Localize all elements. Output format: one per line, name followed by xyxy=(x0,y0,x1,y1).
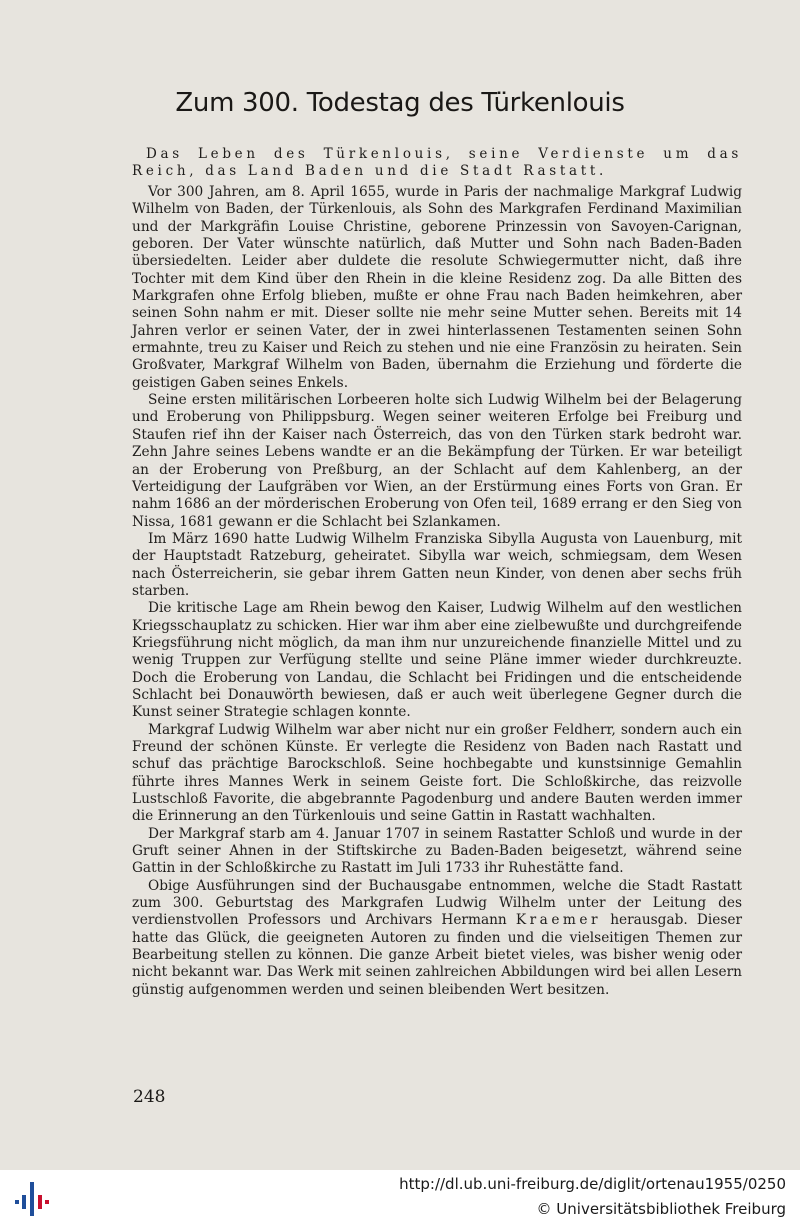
closing-paragraph xyxy=(132,878,742,999)
body-paragraph: Im März 1690 hatte Ludwig Wilhelm Franziska Sibylla Augusta von Lauenburg, mit der Hauptstadt Ratzeburg, geheiratet. Sibylla war weich, schmiegsam, dem Wesen nach Österreicherin, sie gebar ihrem Gatten neun Kinder, von denen aber sechs früh starben. xyxy=(132,530,742,599)
copyright-notice: © Universitätsbibliothek Freiburg xyxy=(536,1200,786,1218)
body-paragraph: Vor 300 Jahren, am 8. April 1655, wurde in Paris der nachmalige Markgraf Ludwig Wilhelm von Baden, der Türkenlouis, als Sohn des Markgrafen Ferdinand Maximilian und der Markgräfin Louise Christine, geborene Prinzessin von Savoyen-Carignan, geboren. Der Vater wünschte natürlich, daß Mutter und Sohn nach Baden-Baden übersiedelten. Leider aber duldete die resolute Schwiegermutter nicht, daß ihre Tochter mit dem Kind über den Rhein in die kleine Residenz zog. Da alle Bitten des Markgrafen ohne Erfolg blieben, mußte er ohne Frau nach Baden heimkehren, aber seinen Sohn nahm er mit. Dieser sollte nie mehr seine Mutter sehen. Bereits mit 14 Jahren verlor er seinen Vater, der in zwei hinterlassenen Testamenten seinen Sohn ermahnte, treu zu Kaiser und Reich zu stehen und nie eine Französin zu heiraten. Sein Großvater, Markgraf Wilhelm von Baden, übernahm die Erziehung und förderte die geistigen Gaben seines Enkels. xyxy=(132,184,742,391)
logo-bar xyxy=(22,1195,26,1209)
article-title: Zum 300. Todestag des Türkenlouis xyxy=(175,88,625,118)
logo-bar xyxy=(45,1200,49,1204)
closing-text-after: herausgab. Dieser hatte das Glück, die geeigneten Autoren zu finden und die vielseitigen Themen zur Bearbeitung stellen zu können. Die ganze Arbeit bietet vieles, was bisher wenig oder nicht bekannt war. Das Werk mit seinen zahlreichen Abbildungen wird bei allen Lesern günstig aufgenommen werden und seinen bleibenden Wert besitzen. xyxy=(132,912,742,998)
page-number: 248 xyxy=(133,1087,166,1107)
article-body xyxy=(132,146,742,999)
author-name-spaced: Kraemer xyxy=(515,912,602,929)
closing-text-before: Obige Ausführungen sind der Buchausgabe entnommen, welche die Stadt Rastatt zum 300. Geburtstag des Markgrafen Ludwig Wilhelm unter der Leitung des verdienstvollen Professors und Archivars Hermann xyxy=(132,877,742,929)
body-paragraph: Der Markgraf starb am 4. Januar 1707 in seinem Rastatter Schloß und wurde in der Gruft seiner Ahnen in der Stiftskirche zu Baden-Baden beigesetzt, während seine Gattin in der Schloßkirche zu Rastatt im Juli 1733 ihr Ruhestätte fand. xyxy=(132,825,742,877)
ub-freiburg-logo-icon xyxy=(12,1178,52,1218)
logo-bar xyxy=(38,1195,42,1209)
logo-bar xyxy=(15,1200,19,1204)
logo-bar xyxy=(30,1182,34,1216)
source-url-link[interactable]: http://dl.ub.uni-freiburg.de/diglit/ortenau1955/0250 xyxy=(399,1175,786,1193)
body-paragraph: Markgraf Ludwig Wilhelm war aber nicht nur ein großer Feldherr, sondern auch ein Freund der schönen Künste. Er verlegte die Residenz von Baden nach Rastatt und schuf das prächtige Barockschloß. Seine hochbegabte und kunstsinnige Gemahlin führte ihres Mannes Werk in seinem Geiste fort. Die Schloßkirche, das reizvolle Lustschloß Favorite, die abgebrannte Pagodenburg und andere Bauten werden immer die Erinnerung an den Türkenlouis und seine Gattin in Rastatt wachhalten. xyxy=(132,721,742,825)
lead-paragraph: Das Leben des Türkenlouis, seine Verdienste um das Reich, das Land Baden und die Stadt Rastatt. xyxy=(132,146,742,179)
body-paragraph: Die kritische Lage am Rhein bewog den Kaiser, Ludwig Wilhelm auf den westlichen Kriegsschauplatz zu schicken. Hier war ihm aber eine zielbewußte und durchgreifende Kriegsführung nicht möglich, da man ihm nur unzureichende finanzielle Mittel und zu wenig Truppen zur Verfügung stellte und seine Pläne immer wieder durchkreuzte. Doch die Eroberung von Landau, die Schlacht bei Fridingen und die entscheidende Schlacht bei Donauwörth bewiesen, daß er auch weit überlegene Gegner durch die Kunst seiner Strategie schlagen konnte. xyxy=(132,600,742,721)
body-paragraph: Seine ersten militärischen Lorbeeren holte sich Ludwig Wilhelm bei der Belagerung und Eroberung von Philippsburg. Wegen seiner weiteren Erfolge bei Freiburg und Staufen rief ihn der Kaiser nach Österreich, das von den Türken stark bedroht war. Zehn Jahre seines Lebens wandte er an die Bekämpfung der Türken. Er war beteiligt an der Eroberung von Preßburg, an der Schlacht auf dem Kahlenberg, an der Verteidigung der Laufgräben vor Wien, an der Erstürmung eines Forts von Gran. Er nahm 1686 an der mörderischen Eroberung von Ofen teil, 1689 errang er den Sieg von Nissa, 1681 gewann er die Schlacht bei Szlankamen. xyxy=(132,392,742,530)
